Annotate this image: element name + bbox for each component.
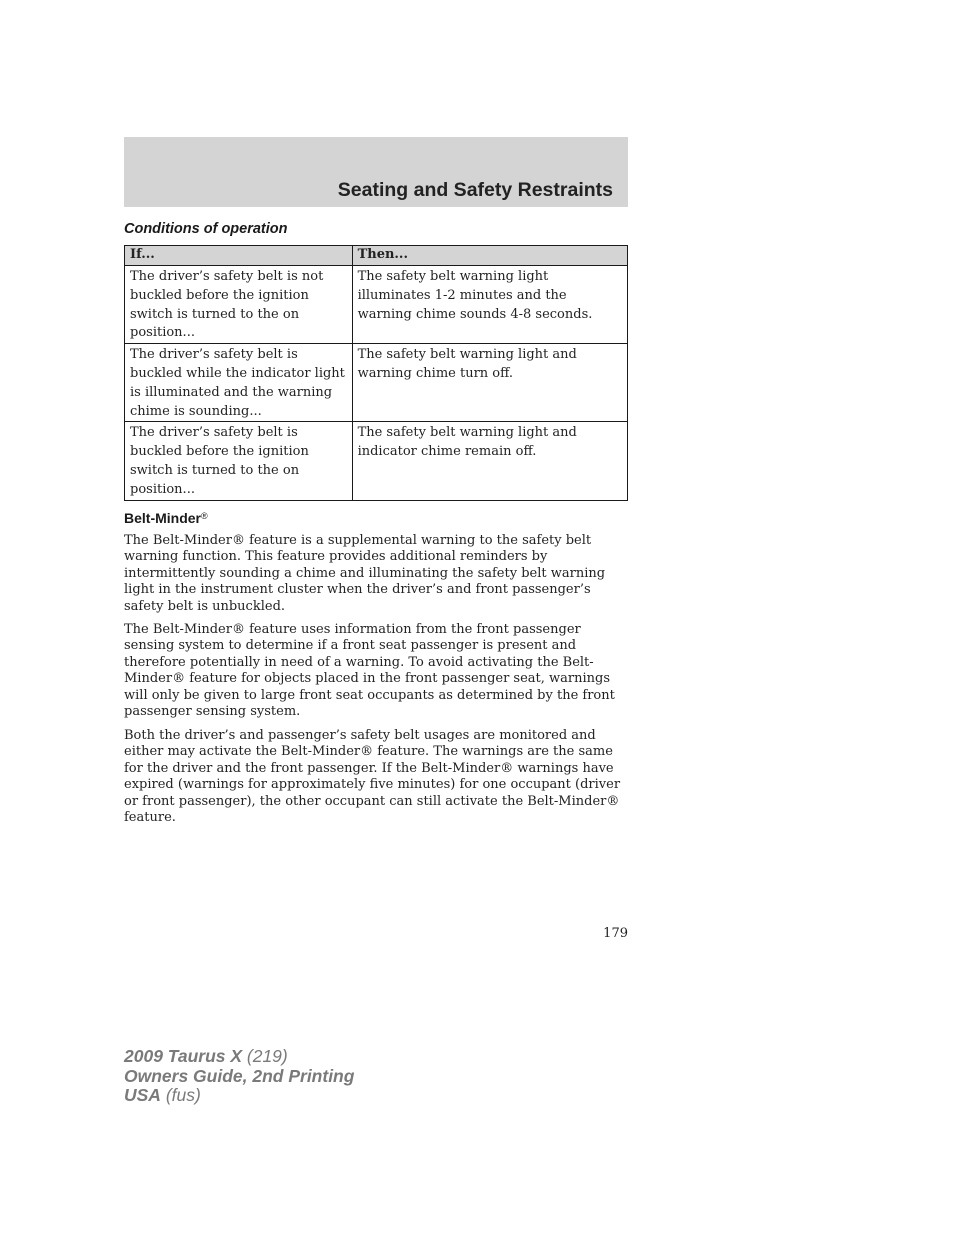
registered-mark: ® xyxy=(201,511,208,521)
footer-market: USA xyxy=(124,1085,161,1105)
footer-edition-info xyxy=(124,1047,354,1106)
body-paragraph: Both the driver’s and passenger’s safety belt usages are monitored and either may activate the Belt-Minder® feature. The warnings are the same for the driver and the front passenger. If the Belt-Minder® warnings have expired (warnings for approximately five minutes) for one occupant (driver or front passenger), the other occupant can still activate the Belt-Minder® feature. xyxy=(124,728,621,826)
column-header-if: If... xyxy=(125,246,353,266)
page-number: 179 xyxy=(603,926,628,941)
footer-model: 2009 Taurus X xyxy=(124,1046,243,1066)
belt-minder-heading-text: Belt-Minder xyxy=(124,510,201,526)
section-heading: Conditions of operation xyxy=(124,221,288,237)
header-band xyxy=(124,137,628,207)
table-cell-if: The driver’s safety belt is buckled while the indicator light is illuminated and the warning chime is sounding... xyxy=(125,344,353,422)
table-cell-then: The safety belt warning light illuminates 1-2 minutes and the warning chime sounds 4-8 seconds. xyxy=(352,266,627,344)
conditions-table xyxy=(124,245,628,501)
footer-line xyxy=(124,1067,354,1087)
footer-model-code: (219) xyxy=(242,1046,288,1066)
table-row xyxy=(125,266,628,344)
table-cell-then: The safety belt warning light and indicator chime remain off. xyxy=(352,422,627,500)
footer-printing: Owners Guide, 2nd Printing xyxy=(124,1065,355,1086)
body-paragraph: The Belt-Minder® feature uses information from the front passenger sensing system to determine if a front seat passenger is present and therefore potentially in need of a warning. To avoid activating the Belt-Minder® feature for objects placed in the front passenger seat, warnings will only be given to large front seat occupants as determined by the front passenger sensing system. xyxy=(124,622,615,720)
table-cell-then: The safety belt warning light and warning chime turn off. xyxy=(352,344,627,422)
table-header-row xyxy=(125,246,628,266)
column-header-then: Then... xyxy=(352,246,627,266)
chapter-title: Seating and Safety Restraints xyxy=(337,179,613,201)
footer-line xyxy=(124,1047,354,1067)
table-row xyxy=(125,422,628,500)
footer-line xyxy=(124,1086,354,1106)
table-row xyxy=(125,344,628,422)
body-paragraph: The Belt-Minder® feature is a supplemental warning to the safety belt warning function. This feature provides additional reminders by intermittently sounding a chime and illuminating the safety belt warning light in the instrument cluster when the driver’s and front passenger’s safety belt is unbuckled. xyxy=(124,533,606,614)
footer-market-code: (fus) xyxy=(160,1085,201,1105)
table-cell-if: The driver’s safety belt is not buckled before the ignition switch is turned to the on position... xyxy=(125,266,353,344)
table-cell-if: The driver’s safety belt is buckled before the ignition switch is turned to the on position... xyxy=(125,422,353,500)
belt-minder-heading xyxy=(124,510,208,526)
